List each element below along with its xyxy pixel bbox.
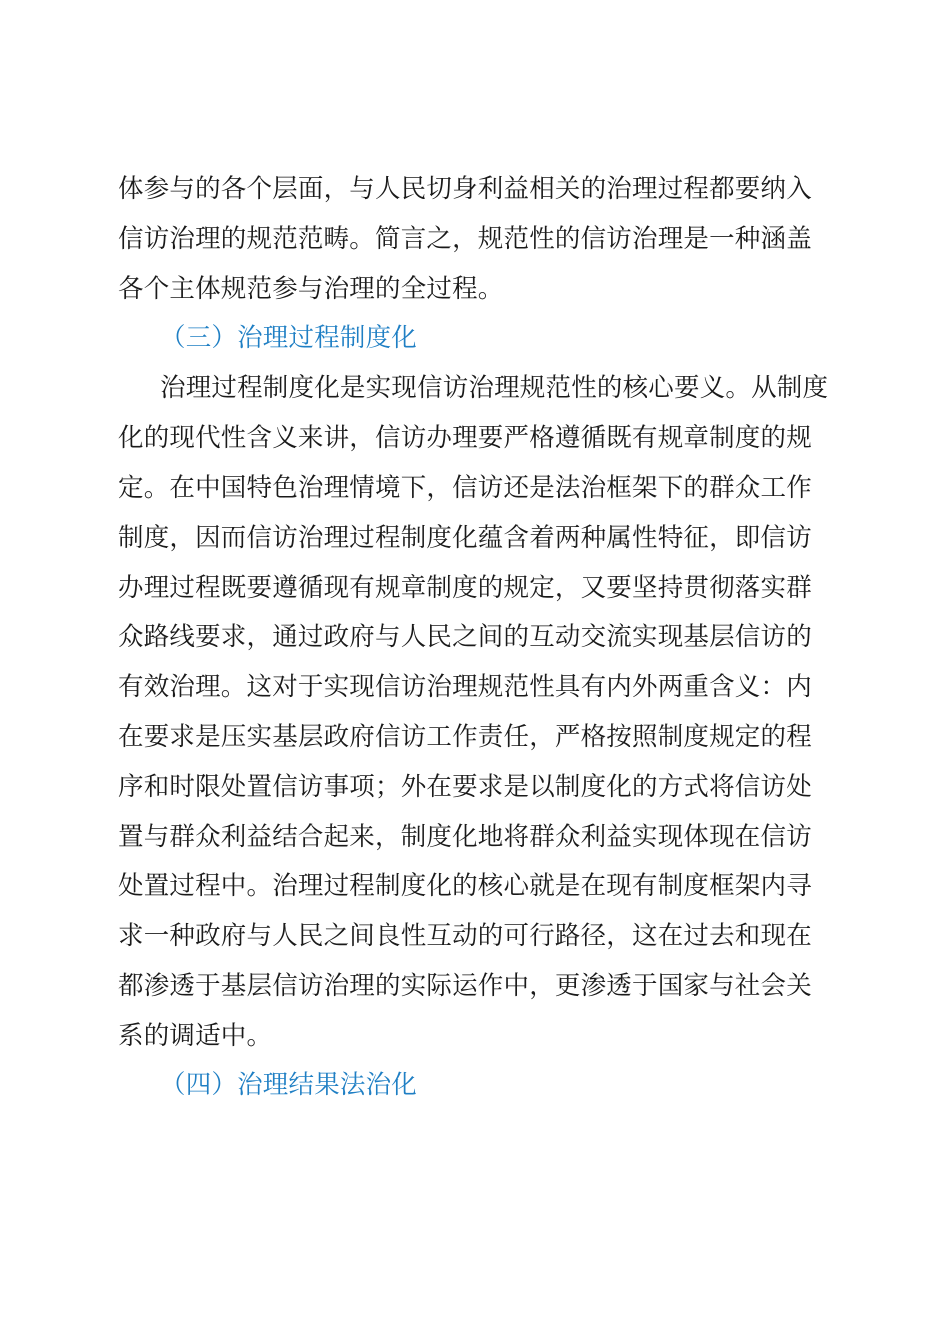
paragraph-line: 办理过程既要遵循现有规章制度的规定，又要坚持贯彻落实群 — [118, 573, 812, 603]
paragraph-line: 都渗透于基层信访治理的实际运作中，更渗透于国家与社会关 — [118, 971, 812, 1001]
paragraph-line: 信访治理的规范范畴。简言之，规范性的信访治理是一种涵盖 — [118, 224, 812, 254]
paragraph-line: 众路线要求，通过政府与人民之间的互动交流实现基层信访的 — [118, 622, 812, 652]
paragraph-line: 求一种政府与人民之间良性互动的可行路径，这在过去和现在 — [118, 921, 812, 951]
paragraph-line: 治理过程制度化是实现信访治理规范性的核心要义。从制度 — [160, 373, 829, 403]
paragraph-line: 系的调适中。 — [118, 1021, 273, 1051]
paragraph-line: 定。在中国特色治理情境下，信访还是法治框架下的群众工作 — [118, 473, 812, 503]
paragraph-line: 置与群众利益结合起来，制度化地将群众利益实现体现在信访 — [118, 822, 812, 852]
paragraph-line: 化的现代性含义来讲，信访办理要严格遵循既有规章制度的规 — [118, 423, 812, 453]
paragraph-line: 序和时限处置信访事项；外在要求是以制度化的方式将信访处 — [118, 772, 812, 802]
section-heading-three: （三）治理过程制度化 — [160, 323, 418, 353]
paragraph-line: 制度，因而信访治理过程制度化蕴含着两种属性特征，即信访 — [118, 523, 812, 553]
paragraph-line: 体参与的各个层面，与人民切身利益相关的治理过程都要纳入 — [118, 174, 812, 204]
paragraph-line: 处置过程中。治理过程制度化的核心就是在现有制度框架内寻 — [118, 871, 812, 901]
section-heading-four: （四）治理结果法治化 — [160, 1070, 418, 1100]
paragraph-line: 有效治理。这对于实现信访治理规范性具有内外两重含义：内 — [118, 672, 812, 702]
paragraph-line: 在要求是压实基层政府信访工作责任，严格按照制度规定的程 — [118, 722, 812, 752]
paragraph-line: 各个主体规范参与治理的全过程。 — [118, 274, 504, 304]
